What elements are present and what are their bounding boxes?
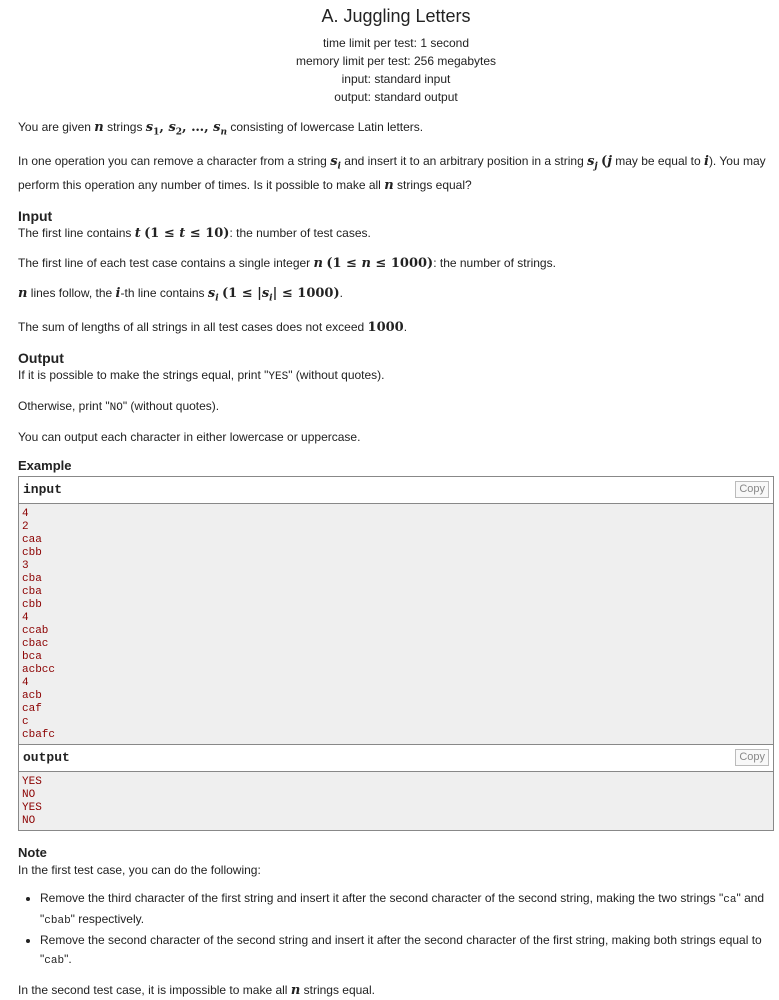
output-type: output: standard output	[334, 90, 458, 104]
legend-paragraph-2: In one operation you can remove a character from a string $s_i$ and insert it to an arbitrary position in a string $s_j$ (j may be equal to i). You may perform this operation any number of times. Is it possible to make all n strings equal?	[18, 154, 766, 193]
note-section	[18, 845, 774, 1000]
example-output-line: YES	[22, 776, 42, 789]
example-output-content[interactable]	[19, 772, 773, 830]
example-output-box	[18, 745, 774, 831]
memory-limit: memory limit per test: 256 megabytes	[295, 54, 497, 68]
output-line-3: You can output each character in either lowercase or uppercase.	[18, 430, 361, 445]
example-input-line: cbac	[22, 638, 49, 651]
example-title: Example	[18, 458, 72, 474]
output-line-1: If it is possible to make the strings equal, print "YES" (without quotes).	[18, 368, 385, 384]
note-outro: In the second test case, it is impossible to make all n strings equal.	[18, 983, 375, 999]
example-input-line: 4	[22, 677, 29, 690]
example-input-line: 4	[22, 508, 29, 521]
example-output-line: YES	[22, 802, 42, 815]
example-input-line: 2	[22, 521, 29, 534]
example-input-line: acb	[22, 690, 42, 703]
example-input-line: cba	[22, 586, 42, 599]
example-input-line: bca	[22, 651, 42, 664]
input-type: input: standard input	[341, 72, 451, 86]
example-input-box	[18, 476, 774, 745]
example-input-line: acbcc	[22, 664, 56, 677]
input-section-title: Input	[18, 207, 53, 224]
note-intro: In the first test case, you can do the following:	[18, 863, 261, 878]
input-line-3: n lines follow, the i-th line contains $s_i$ $(1 \le |s_i| \le 1000)$.	[18, 285, 343, 304]
copy-input-button[interactable]: Copy	[735, 481, 769, 498]
legend-paragraph-1: You are given n strings $s_1$, $s_2$, …, $s_n$ consisting of lowercase Latin letters.	[18, 120, 424, 138]
note-bullet-1: • Remove the third character of the first string and insert it after the second character of the second string, making the two strings "ca" and "cbab" respectively.	[40, 889, 774, 931]
example-output-line: NO	[22, 789, 36, 802]
problem-statement	[18, 0, 774, 1000]
note-bullet-2: • Remove the second character of the second string and insert it after the second character of the first string, making both strings equal to "cab".	[40, 931, 774, 971]
example-input-label: input	[23, 482, 63, 498]
example-input-line: 3	[22, 560, 29, 573]
example-input-content[interactable]	[19, 504, 773, 744]
example-input-line: cbb	[22, 599, 42, 612]
example-input-line: cbafc	[22, 729, 56, 742]
example-output-label: output	[23, 750, 70, 766]
note-title: Note	[18, 845, 47, 861]
example-input-line: cba	[22, 573, 42, 586]
time-limit: time limit per test: 1 second	[322, 36, 470, 50]
example-input-line: 4	[22, 612, 29, 625]
input-line-1: The first line contains t (1 ≤ t ≤ 10): the number of test cases.	[18, 225, 371, 241]
example-input-line: caa	[22, 534, 42, 547]
output-specification	[18, 350, 774, 446]
input-line-2: The first line of each test case contains a single integer n (1 ≤ n ≤ 1000): the number of strings.	[18, 255, 556, 271]
copy-output-button[interactable]: Copy	[735, 749, 769, 766]
problem-title: A. Juggling Letters	[321, 6, 471, 26]
example-input-line: c	[22, 716, 29, 729]
note-list	[18, 889, 774, 971]
example-output-line: NO	[22, 815, 36, 828]
input-line-4: The sum of lengths of all strings in all test cases does not exceed 1000.	[18, 320, 408, 336]
example-input-line: cbb	[22, 547, 42, 560]
example-section	[18, 458, 774, 831]
example-input-line: caf	[22, 703, 42, 716]
input-specification	[18, 208, 774, 337]
output-section-title: Output	[18, 350, 64, 367]
example-input-line: ccab	[22, 625, 49, 638]
output-line-2: Otherwise, print "NO" (without quotes).	[18, 399, 220, 415]
problem-header	[18, 4, 774, 106]
legend	[18, 118, 774, 195]
